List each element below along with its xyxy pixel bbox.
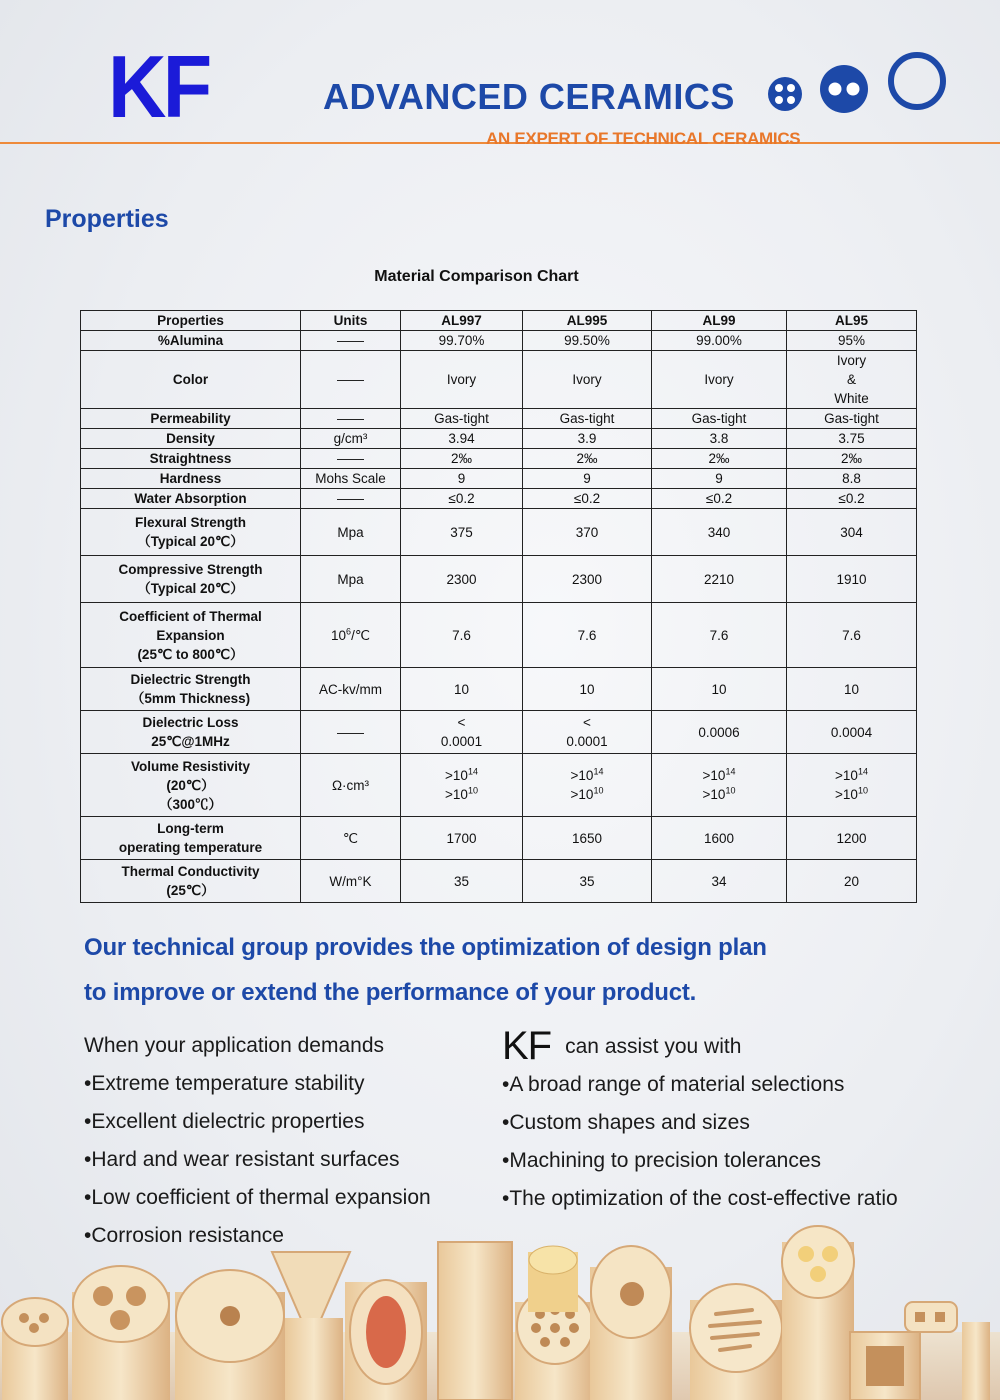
table-row — [81, 754, 917, 817]
promo-line-1: Our technical group provides the optimization of design plan — [84, 934, 767, 961]
column-header: AL99 — [652, 311, 787, 331]
ceramic-products-image — [0, 1222, 1000, 1400]
table-row — [81, 489, 917, 509]
unit-cell: ℃ — [301, 817, 401, 860]
column-header: Units — [301, 311, 401, 331]
value-cell: ≤0.2 — [523, 489, 652, 509]
value-cell: $>10^{14}$ $>10^{10}$ — [652, 754, 787, 817]
round-four-hole-tube — [782, 1226, 854, 1400]
property-cell: Dielectric Strength （5mm Thickness) — [81, 668, 301, 711]
value-cell: 3.75 — [787, 429, 917, 449]
column-header: AL997 — [401, 311, 523, 331]
unit-cell: $10^6/℃$ — [301, 603, 401, 668]
section-title: Properties — [45, 205, 169, 233]
list-item: • A broad range of material selections — [502, 1066, 898, 1104]
list-item: • Machining to precision tolerances — [502, 1142, 898, 1180]
honeycomb-rod — [690, 1284, 782, 1400]
value-cell: Ivory — [652, 351, 787, 409]
value-cell: ≤0.2 — [787, 489, 917, 509]
material-comparison-table — [80, 310, 917, 903]
value-cell: 99.00% — [652, 331, 787, 351]
value-cell: 95% — [787, 331, 917, 351]
value-cell: 1600 — [652, 817, 787, 860]
value-cell: 10 — [401, 668, 523, 711]
tube-single-hole — [175, 1270, 285, 1400]
table-row — [81, 469, 917, 489]
unit-cell: Mohs Scale — [301, 469, 401, 489]
table-row — [81, 449, 917, 469]
value-cell: 10 — [787, 668, 917, 711]
property-cell: %Alumina — [81, 331, 301, 351]
unit-cell: —— — [301, 351, 401, 409]
table-row — [81, 429, 917, 449]
list-item: • Excellent dielectric properties — [84, 1103, 431, 1141]
assist-heading-row — [502, 1024, 898, 1068]
table-row — [81, 409, 917, 429]
list-item: • Corrosion resistance — [84, 1217, 431, 1255]
unit-cell: W/m°K — [301, 860, 401, 903]
value-cell: 99.70% — [401, 331, 523, 351]
value-cell: 35 — [401, 860, 523, 903]
value-cell: Ivory — [523, 351, 652, 409]
value-cell: 2210 — [652, 556, 787, 603]
value-cell: 3.8 — [652, 429, 787, 449]
list-item: • Low coefficient of thermal expansion — [84, 1179, 431, 1217]
value-cell: 304 — [787, 509, 917, 556]
unit-cell: —— — [301, 331, 401, 351]
property-cell: Coefficient of Thermal Expansion (25℃ to 800℃） — [81, 603, 301, 668]
value-cell: 7.6 — [787, 603, 917, 668]
value-cell: 1700 — [401, 817, 523, 860]
promo-line-2: to improve or extend the performance of your product. — [84, 979, 697, 1006]
ring-tube-icon — [891, 55, 943, 107]
property-cell: Water Absorption — [81, 489, 301, 509]
value-cell: 10 — [523, 668, 652, 711]
value-cell: 7.6 — [652, 603, 787, 668]
value-cell: $>10^{14}$ $>10^{10}$ — [401, 754, 523, 817]
property-cell: Hardness — [81, 469, 301, 489]
value-cell: Gas-tight — [523, 409, 652, 429]
value-cell: 1910 — [787, 556, 917, 603]
value-cell: Ivory — [401, 351, 523, 409]
list-item: • Extreme temperature stability — [84, 1065, 431, 1103]
thin-rod-right — [962, 1322, 990, 1400]
value-cell: 9 — [401, 469, 523, 489]
value-cell: ≤0.2 — [652, 489, 787, 509]
property-cell: Permeability — [81, 409, 301, 429]
value-cell: < 0.0001 — [401, 711, 523, 754]
value-cell: 7.6 — [401, 603, 523, 668]
tube-multi-hole-left — [2, 1298, 68, 1400]
square-rod — [438, 1242, 512, 1400]
property-cell: Volume Resistivity (20℃） （300℃） — [81, 754, 301, 817]
table-row — [81, 509, 917, 556]
value-cell: $>10^{14}$ $>10^{10}$ — [787, 754, 917, 817]
unit-cell: AC-kv/mm — [301, 668, 401, 711]
table-row — [81, 331, 917, 351]
demands-heading: When your application demands — [84, 1034, 385, 1057]
demands-list — [84, 1027, 431, 1255]
value-cell: Gas-tight — [652, 409, 787, 429]
column-header: Properties — [81, 311, 301, 331]
value-cell: 35 — [523, 860, 652, 903]
value-cell: 2‰ — [652, 449, 787, 469]
ceramic-cross-section-icons — [765, 52, 955, 114]
unit-cell: —— — [301, 711, 401, 754]
value-cell: 2300 — [401, 556, 523, 603]
unit-cell: g/cm³ — [301, 429, 401, 449]
chart-title: Material Comparison Chart — [374, 268, 579, 285]
list-item: • The optimization of the cost-effective ratio — [502, 1180, 898, 1218]
brand-title: ADVANCED CERAMICS — [323, 76, 735, 117]
value-cell: 0.0006 — [652, 711, 787, 754]
unit-cell: —— — [301, 409, 401, 429]
value-cell: 375 — [401, 509, 523, 556]
table-row — [81, 860, 917, 903]
value-cell: 7.6 — [523, 603, 652, 668]
table-row — [81, 556, 917, 603]
table-header-row — [81, 311, 917, 331]
value-cell: 2‰ — [787, 449, 917, 469]
two-hole-tube-icon — [820, 65, 868, 113]
property-cell: Long-term operating temperature — [81, 817, 301, 860]
tube-large — [590, 1246, 672, 1400]
table-row — [81, 351, 917, 409]
property-cell: Thermal Conductivity (25℃） — [81, 860, 301, 903]
kf-small-logo: KF — [502, 1024, 552, 1068]
value-cell: Ivory & White — [787, 351, 917, 409]
square-tube-right — [850, 1332, 920, 1400]
value-cell: Gas-tight — [787, 409, 917, 429]
column-header: AL95 — [787, 311, 917, 331]
value-cell: 20 — [787, 860, 917, 903]
value-cell: Gas-tight — [401, 409, 523, 429]
property-cell: Flexural Strength （Typical 20℃） — [81, 509, 301, 556]
table-row — [81, 817, 917, 860]
value-cell: 340 — [652, 509, 787, 556]
property-cell: Density — [81, 429, 301, 449]
assist-list — [502, 1024, 898, 1218]
value-cell: 9 — [523, 469, 652, 489]
list-item: • Hard and wear resistant surfaces — [84, 1141, 431, 1179]
value-cell: 1650 — [523, 817, 652, 860]
property-cell: Dielectric Loss 25℃@1MHz — [81, 711, 301, 754]
value-cell: < 0.0001 — [523, 711, 652, 754]
value-cell: 99.50% — [523, 331, 652, 351]
unit-cell: —— — [301, 489, 401, 509]
value-cell: $>10^{14}$ $>10^{10}$ — [523, 754, 652, 817]
property-cell: Straightness — [81, 449, 301, 469]
value-cell: 0.0004 — [787, 711, 917, 754]
unit-cell: Ω·cm³ — [301, 754, 401, 817]
value-cell: 1200 — [787, 817, 917, 860]
value-cell: 9 — [652, 469, 787, 489]
unit-cell: —— — [301, 449, 401, 469]
value-cell: 8.8 — [787, 469, 917, 489]
value-cell: 3.9 — [523, 429, 652, 449]
unit-cell: Mpa — [301, 556, 401, 603]
unit-cell: Mpa — [301, 509, 401, 556]
value-cell: 2‰ — [523, 449, 652, 469]
four-hole-tube-icon — [768, 77, 802, 111]
two-hole-flat-rod — [905, 1302, 957, 1332]
property-cell: Compressive Strength （Typical 20℃） — [81, 556, 301, 603]
list-item: • Custom shapes and sizes — [502, 1104, 898, 1142]
tube-three-hole — [72, 1266, 170, 1400]
kf-logo: KF — [108, 37, 209, 136]
value-cell: 2‰ — [401, 449, 523, 469]
value-cell: 10 — [652, 668, 787, 711]
column-header: AL995 — [523, 311, 652, 331]
table-row — [81, 603, 917, 668]
value-cell: ≤0.2 — [401, 489, 523, 509]
tagline: AN EXPERT OF TECHNICAL CERAMICS — [486, 129, 801, 148]
value-cell: 2300 — [523, 556, 652, 603]
property-cell: Color — [81, 351, 301, 409]
red-core-tube — [345, 1280, 427, 1400]
table-row — [81, 711, 917, 754]
assist-heading: can assist you with — [565, 1035, 742, 1058]
table-row — [81, 668, 917, 711]
value-cell: 3.94 — [401, 429, 523, 449]
yellow-tube-back — [528, 1246, 578, 1312]
value-cell: 370 — [523, 509, 652, 556]
value-cell: 34 — [652, 860, 787, 903]
